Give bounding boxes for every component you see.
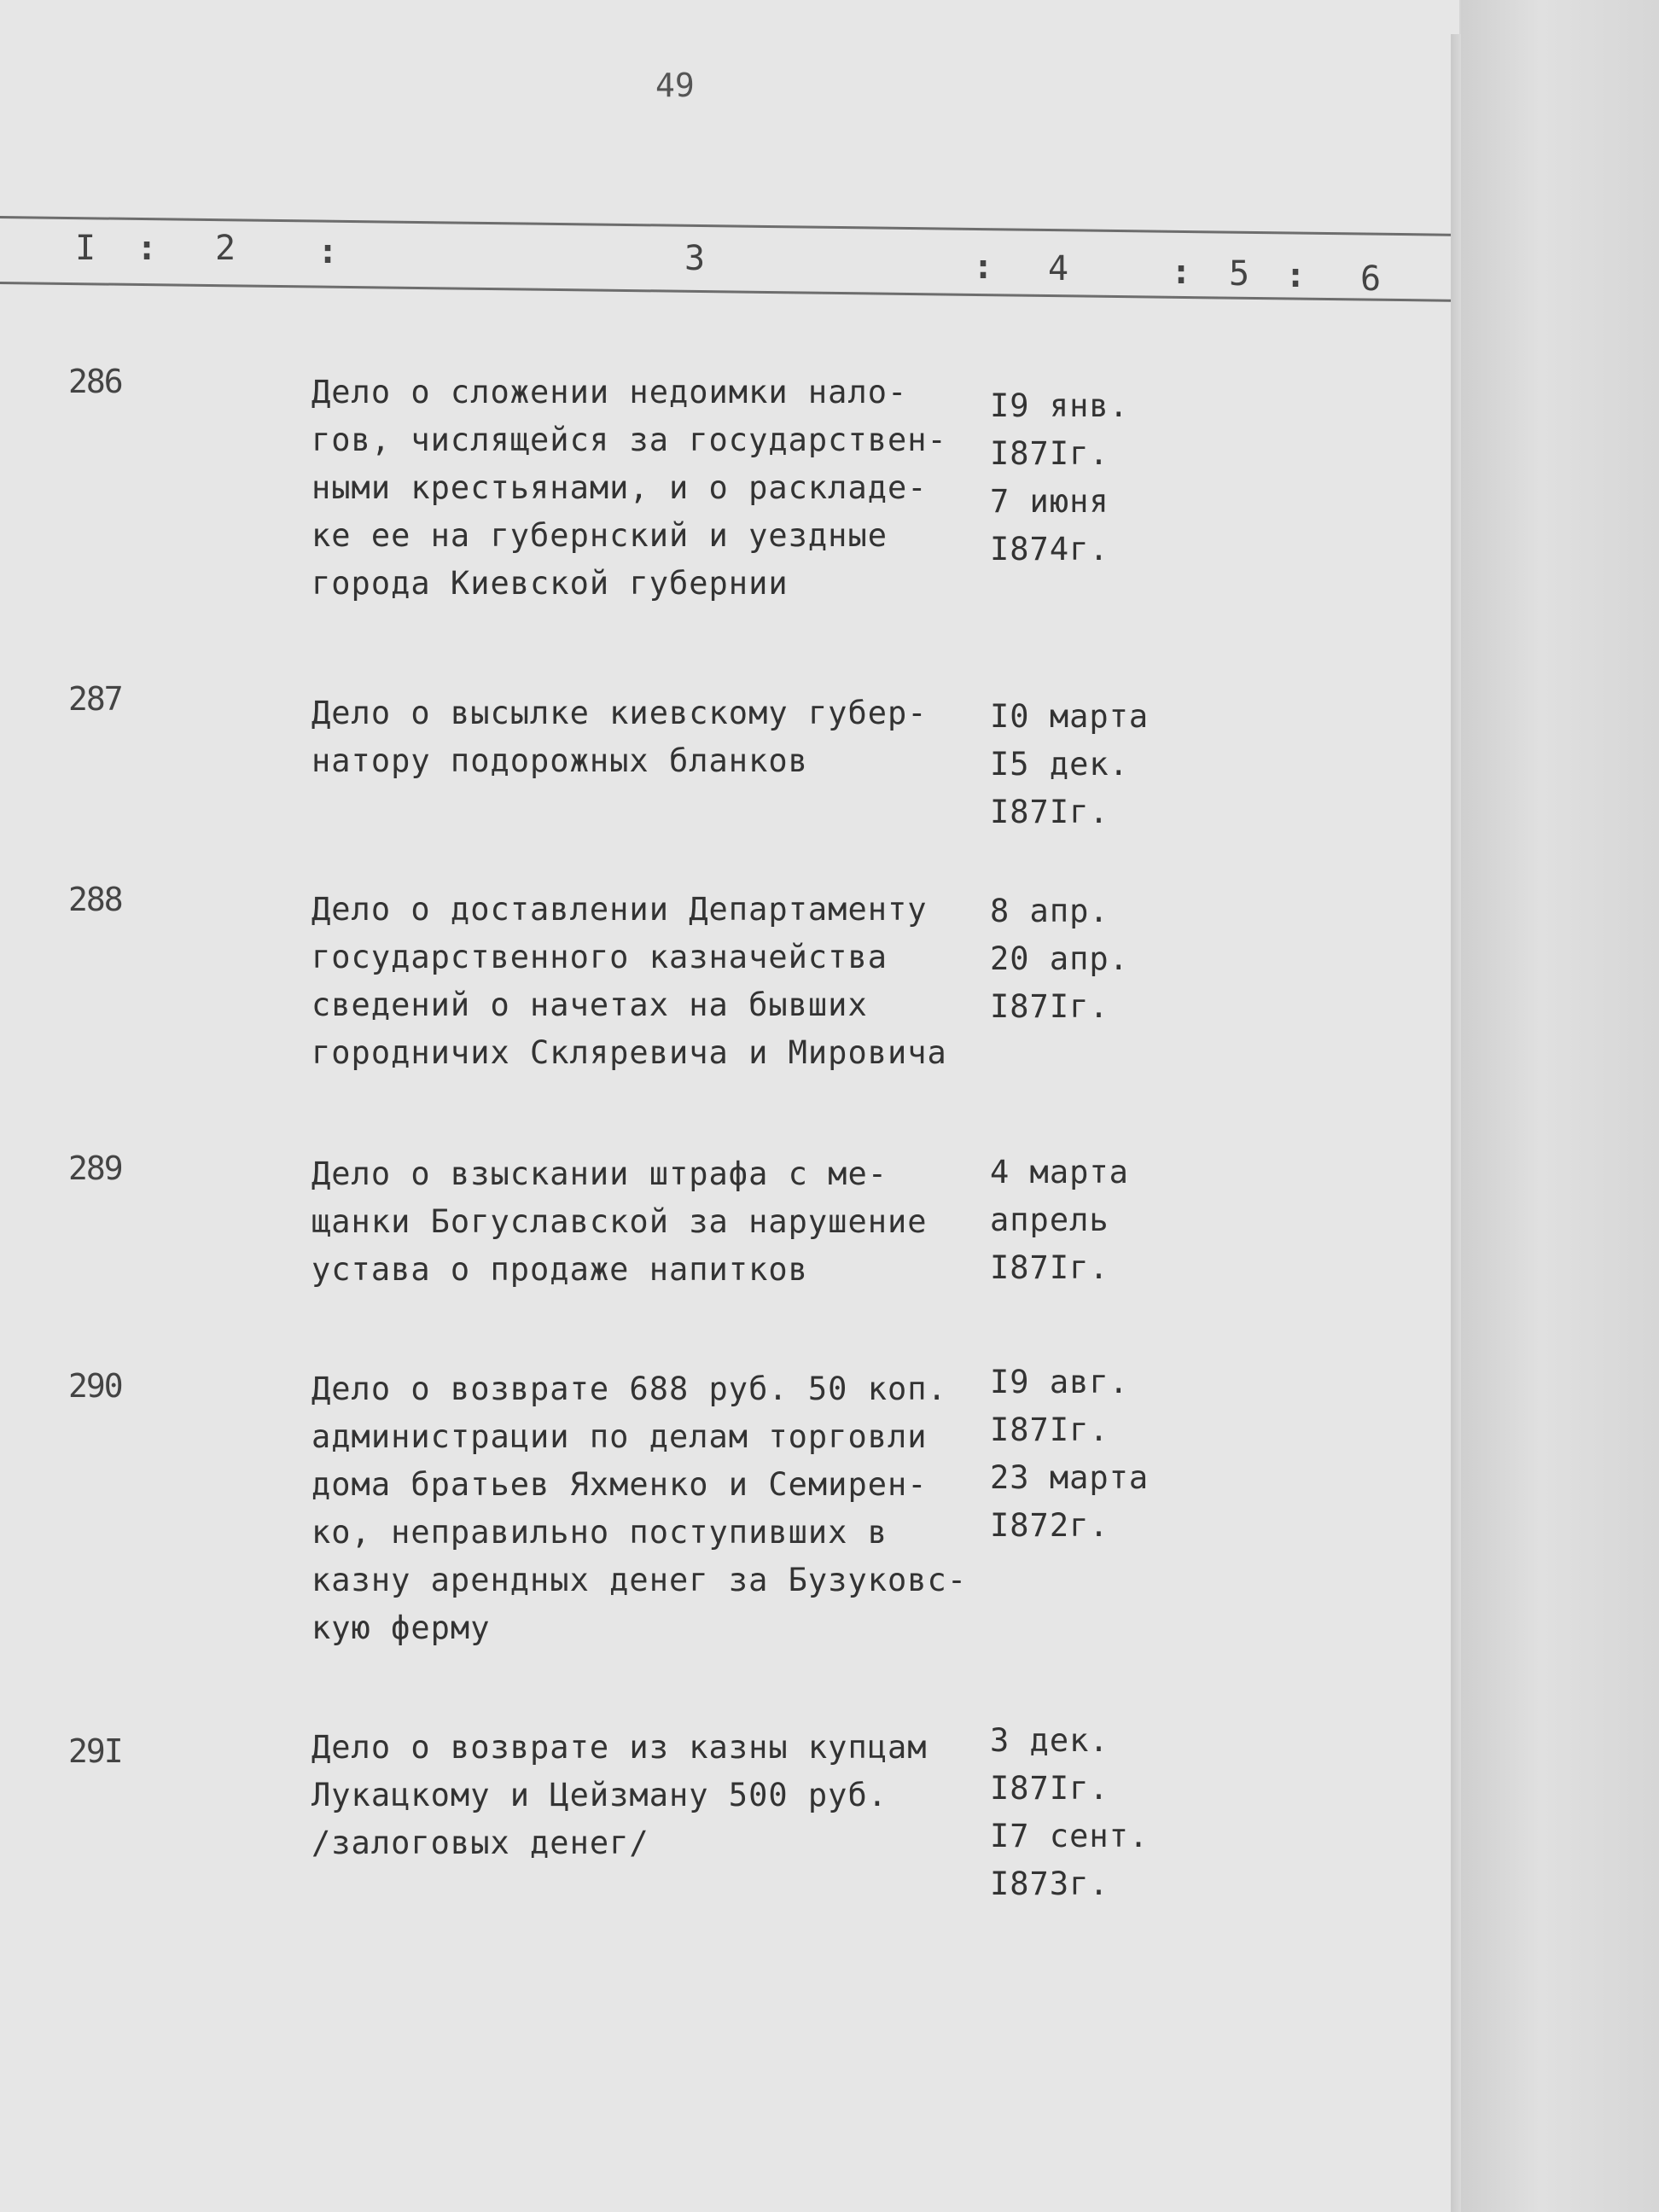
column-header-2: 2 [215, 229, 236, 268]
page-number: 49 [655, 67, 695, 104]
entry-description: Дело о взыскании штрафа с ме- щанки Богуславской за нарушение устава о продаже напитков [311, 1155, 928, 1288]
underlying-sheet [1461, 0, 1659, 2212]
entry-number: 286 [68, 363, 122, 400]
column-separator: : [137, 229, 158, 268]
entry-dates: I0 марта I5 дек. I87Iг. [990, 698, 1150, 830]
entry-dates: 4 марта апрель I87Iг. [990, 1154, 1129, 1286]
column-header-3: 3 [684, 239, 706, 278]
column-separator: : [1171, 253, 1192, 292]
column-header-4: 4 [1048, 249, 1069, 288]
column-header-6: 6 [1360, 259, 1382, 299]
entry-dates: I9 авг. I87Iг. 23 марта I872г. [990, 1364, 1150, 1544]
column-separator: : [1285, 256, 1307, 295]
entry-dates: I9 янв. I87Iг. 7 июня I874г. [990, 387, 1129, 568]
entry-number: 289 [68, 1150, 122, 1187]
column-header-5: 5 [1229, 254, 1250, 294]
entry-dates: 3 дек. I87Iг. I7 сент. I873г. [990, 1722, 1150, 1902]
entry-description: Дело о сложении недоимки нало- гов, числящейся за государствен- ными крестьянами, и о раскладе- ке ее на губернский и уездные города Киевской губернии [311, 374, 947, 602]
column-header-1: I [75, 229, 96, 268]
entry-description: Дело о возврате из казны купцам Лукацкому и Цейзману 500 руб. /залоговых денег/ [311, 1729, 928, 1861]
entry-dates: 8 апр. 20 апр. I87Iг. [990, 893, 1129, 1025]
entry-number: 287 [68, 680, 122, 718]
column-separator: : [973, 247, 994, 287]
page-edge-shadow [1451, 34, 1461, 2212]
entry-description: Дело о доставлении Департаменту государственного казначейства сведений о начетах на бывших городничих Скляревича и Мировича [311, 891, 947, 1071]
entry-description: Дело о возврате 688 руб. 50 коп. администрации по делам торговли дома братьев Яхменко и Семирен- ко, неправильно поступивших в казну арендных денег за Бузуковс- кую ферму [311, 1371, 968, 1646]
entry-number: 288 [68, 881, 122, 918]
entry-number: 29I [68, 1732, 122, 1770]
entry-description: Дело о высылке киевскому губер- натору подорожных бланков [311, 695, 928, 779]
entry-number: 290 [68, 1367, 122, 1405]
column-separator: : [317, 232, 339, 271]
